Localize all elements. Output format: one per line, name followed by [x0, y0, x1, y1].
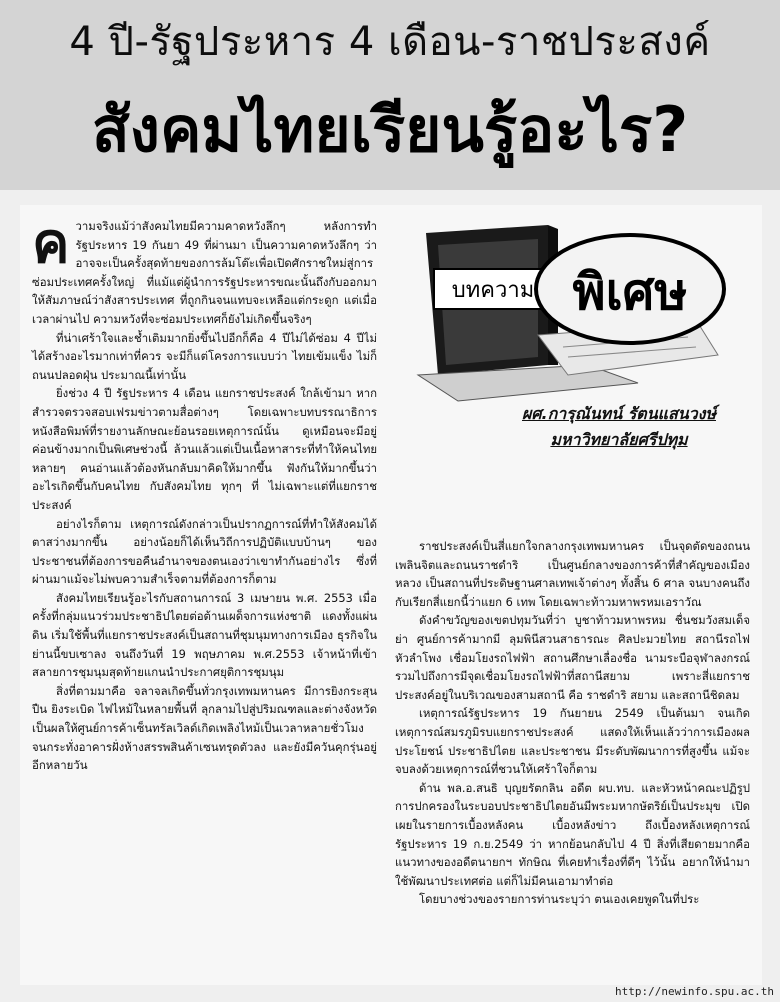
article-paragraph: ยิ่งช่วง 4 ปี รัฐประหาร 4 เดือน แยกราชประสงค์ ใกล้เข้ามา หากสำรวจตรวจสอบเฟรมข่าวตามสื่อต่างๆ โดยเฉพาะบทบรรณาธิการหนังสือพิมพ์ที่รายงานลักษณะย้อนรอยเหตุการณ์นั้น ดูเหมือนจะมีอยู่ค่อนข้างมากเป็นพิเศษช่วงนี้ ล้วนแล้วแต่เป็นเนื้อหาสาระที่ทำให้คนไทยหลายๆ คนอ่านแล้วต้องหันกลับมาคิดให้มากขึ้น ฟังกันให้มากขึ้นว่าอะไรเกิดขึ้นกับคนไทย กับสังคมไทย ทุกๆ ที่ ไม่เฉพาะแต่ที่แยกราชประสงค์: [32, 386, 377, 512]
source-url-link[interactable]: http://newinfo.spu.ac.th: [615, 985, 774, 998]
paragraph-text: วามจริงแม้ว่าสังคมไทยมีความคาดหวังลึกๆ หลังการทำรัฐประหาร 19 กันยา 49 ที่ผ่านมา เป็นความคาดหวังลึกๆ ว่าอาจจะเป็นครั้งสุดท้ายของการล้มโต๊ะเพื่อเปิดศักราชใหม่สู่การซ่อมประเทศครั้งใหญ่ ที่แม้แต่ผู้นำการรัฐประหารขณะนั้นถึงกับออกมาให้สัมภาษณ์ว่าสังสารประเทศ ที่ถูกกินจนแทบจะเหลือแต่กระดูก แต่เมื่อเวลาผ่านไป ความหวังที่จะซ่อมประเทศก็ยังไม่เกิดขึ้นจริงๆ: [32, 219, 377, 326]
article-paragraph: อย่างไรก็ตาม เหตุการณ์ดังกล่าวเป็นปรากฏการณ์ที่ทำให้สังคมได้ตาสว่างมากขึ้น อย่างน้อยก็ได้เห็นวิถีการปฏิบัติแบบบ้านๆ ของประชาชนที่ต้องการขอคืนอำนาจของตนเองว่าเขาทำกันอย่างไร ซึ่งที่ผ่านมาแม้จะไม่พบความสำเร็จตามที่ต้องการก็ตาม: [32, 516, 377, 587]
article-paragraph: สิ่งที่ตามมาคือ จลาจลเกิดขึ้นทั่วกรุงเทพมหานคร มีการยิงกระสุนปืน ยิงระเบิด ไฟไหม้ในหลายพื้นที่ ลุกลามไปสู่ปริมณฑลและต่างจังหวัด เป็นผลให้ศูนย์การค้าเซ็นทรัลเวิลด์เกิดเพลิงไหม้เป็นเวลาหลายชั่วโมง จนกระทั่งอาคารฝั่งห้างสรรพสินค้าเซนทรุดตัวลง และยังมีควันคุกรุ่นอยู่อีกหลายวัน: [32, 683, 377, 773]
article-left-column: [32, 210, 377, 775]
author-name: ผศ.การุณันทน์ รัตนแสนวงษ์: [522, 404, 716, 423]
article-paragraph: ดังคำขวัญของเขตปทุมวันที่ว่า บูชาท้าวมหาพรหม ชื่นชมวังสมเด็จย่า ศูนย์การค้ามากมี ลุมพินีสวนสาธารณะ ศิลปะมวยไทย สถานีรถไฟหัวลำโพง เชื่อมโยงรถไฟฟ้า สถานศึกษาเลื่องชื่อ นามระบือจุฬาลงกรณ์ รวมไปถึงการมีจุดเชื่อมโยงรถไฟฟ้าที่สถานีสยาม เพราะสี่แยกราชประสงค์อยู่ในบริเวณของสามสถานี คือ ราชดำริ สยาม และสถานีชิดลม: [395, 613, 750, 702]
article-paragraph: โดยบางช่วงของรายการท่านระบุว่า ตนเองเคยพูดในที่ประ: [419, 892, 700, 907]
headline-line2: สังคมไทยเรียนรู้อะไร?: [91, 93, 689, 166]
author-byline: [488, 401, 750, 453]
article-page: [20, 205, 762, 985]
special-article-illustration: [398, 215, 738, 405]
article-paragraph: เหตุการณ์รัฐประหาร 19 กันยายน 2549 เป็นต้นมา จนเกิดเหตุการณ์สมรภูมิรบแยกราชประสงค์ แสดงให้เห็นแล้วว่าการเมืองผลประโยชน์ ประชาธิปไตย และประชาชน มีระดับพัฒนาการที่สูงขึ้น แม้จะจบลงด้วยเหตุการณ์ที่ชวนให้เศร้าใจก็ตาม: [395, 706, 750, 777]
article-paragraph: [32, 210, 377, 329]
article-paragraph: ราชประสงค์เป็นสี่แยกใจกลางกรุงเทพมหานคร เป็นจุดตัดของถนนเพลินจิตและถนนราชดำริ เป็นศูนย์กลางของการค้าที่สำคัญของเมืองหลวง เป็นสถานที่ประดิษฐานศาลเทพเจ้าต่างๆ ทั้งสิ้น 6 ศาล จนบางคนถึงกับเรียกสี่แยกนี้ว่าแยก 6 เทพ โดยเฉพาะท้าวมหาพรหมเอราวัณ: [395, 539, 750, 609]
label-plain-text: บทความ: [451, 278, 535, 303]
headline-line1: 4 ปี-รัฐประหาร 4 เดือน-ราชประสงค์: [69, 19, 711, 65]
article-right-column: [395, 537, 750, 909]
article-paragraph: ด้าน พล.อ.สนธิ บุญยรัตกลิน อดีต ผบ.ทบ. และหัวหน้าคณะปฏิรูปการปกครองในระบอบประชาธิปไตยอันมีพระมหากษัตริย์เป็นประมุข เปิดเผยในรายการเบื้องหลังคน เบื้องหลังข่าว ถึงเบื้องหลังเหตุการณ์รัฐประหาร 19 ก.ย.2549 ว่า หากย้อนกลับไป 4 ปี สิ่งที่เสียดายมากคือ แนวทางของอดีตนายกฯ ทักษิณ ที่เคยทำเรื่องที่ดีๆ ไว้นั้น อยากให้นำมาใช้พัฒนาประเทศต่อ แต่ก็ไม่มีคนเอามาทำต่อ: [395, 780, 750, 888]
label-emphasis-text: พิเศษ: [572, 263, 688, 321]
article-paragraph: ที่น่าเศร้าใจและช้ำเติมมากยิ่งขึ้นไปอีกก็คือ 4 ปีไม่ได้ซ่อม 4 ปีไม่ได้สร้างอะไรมากเท่าที่ควร จะมีก็แต่โครงการแบบว่า ไทยเข้มแข็ง ไม่ก็ถนนปลอดฝุ่น ประมาณนี้เท่านั้น: [32, 330, 377, 382]
author-affiliation: มหาวิทยาลัยศรีปทุม: [550, 430, 688, 449]
dropcap-letter: ค: [32, 210, 70, 276]
article-paragraph: สังคมไทยเรียนรู้อะไรกับสถานการณ์ 3 เมษายน พ.ศ. 2553 เมื่อครั้งที่กลุ่มแนวร่วมประชาธิปไตยต่อต้านเผด็จการแห่งชาติ แดงทั้งแผ่นดิน เริ่มใช้พื้นที่แยกราชประสงค์เป็นสถานที่ชุมนุมทางการเมือง ธุรกิจในย่านนี้ขบเซาลง จนถึงวันที่ 19 พฤษภาคม พ.ศ.2553 เจ้าหน้าที่เข้าสลายการชุมนุมสุดท้ายแกนนำประกาศยุติการชุมนุม: [32, 590, 377, 680]
headline-banner: [0, 0, 780, 190]
